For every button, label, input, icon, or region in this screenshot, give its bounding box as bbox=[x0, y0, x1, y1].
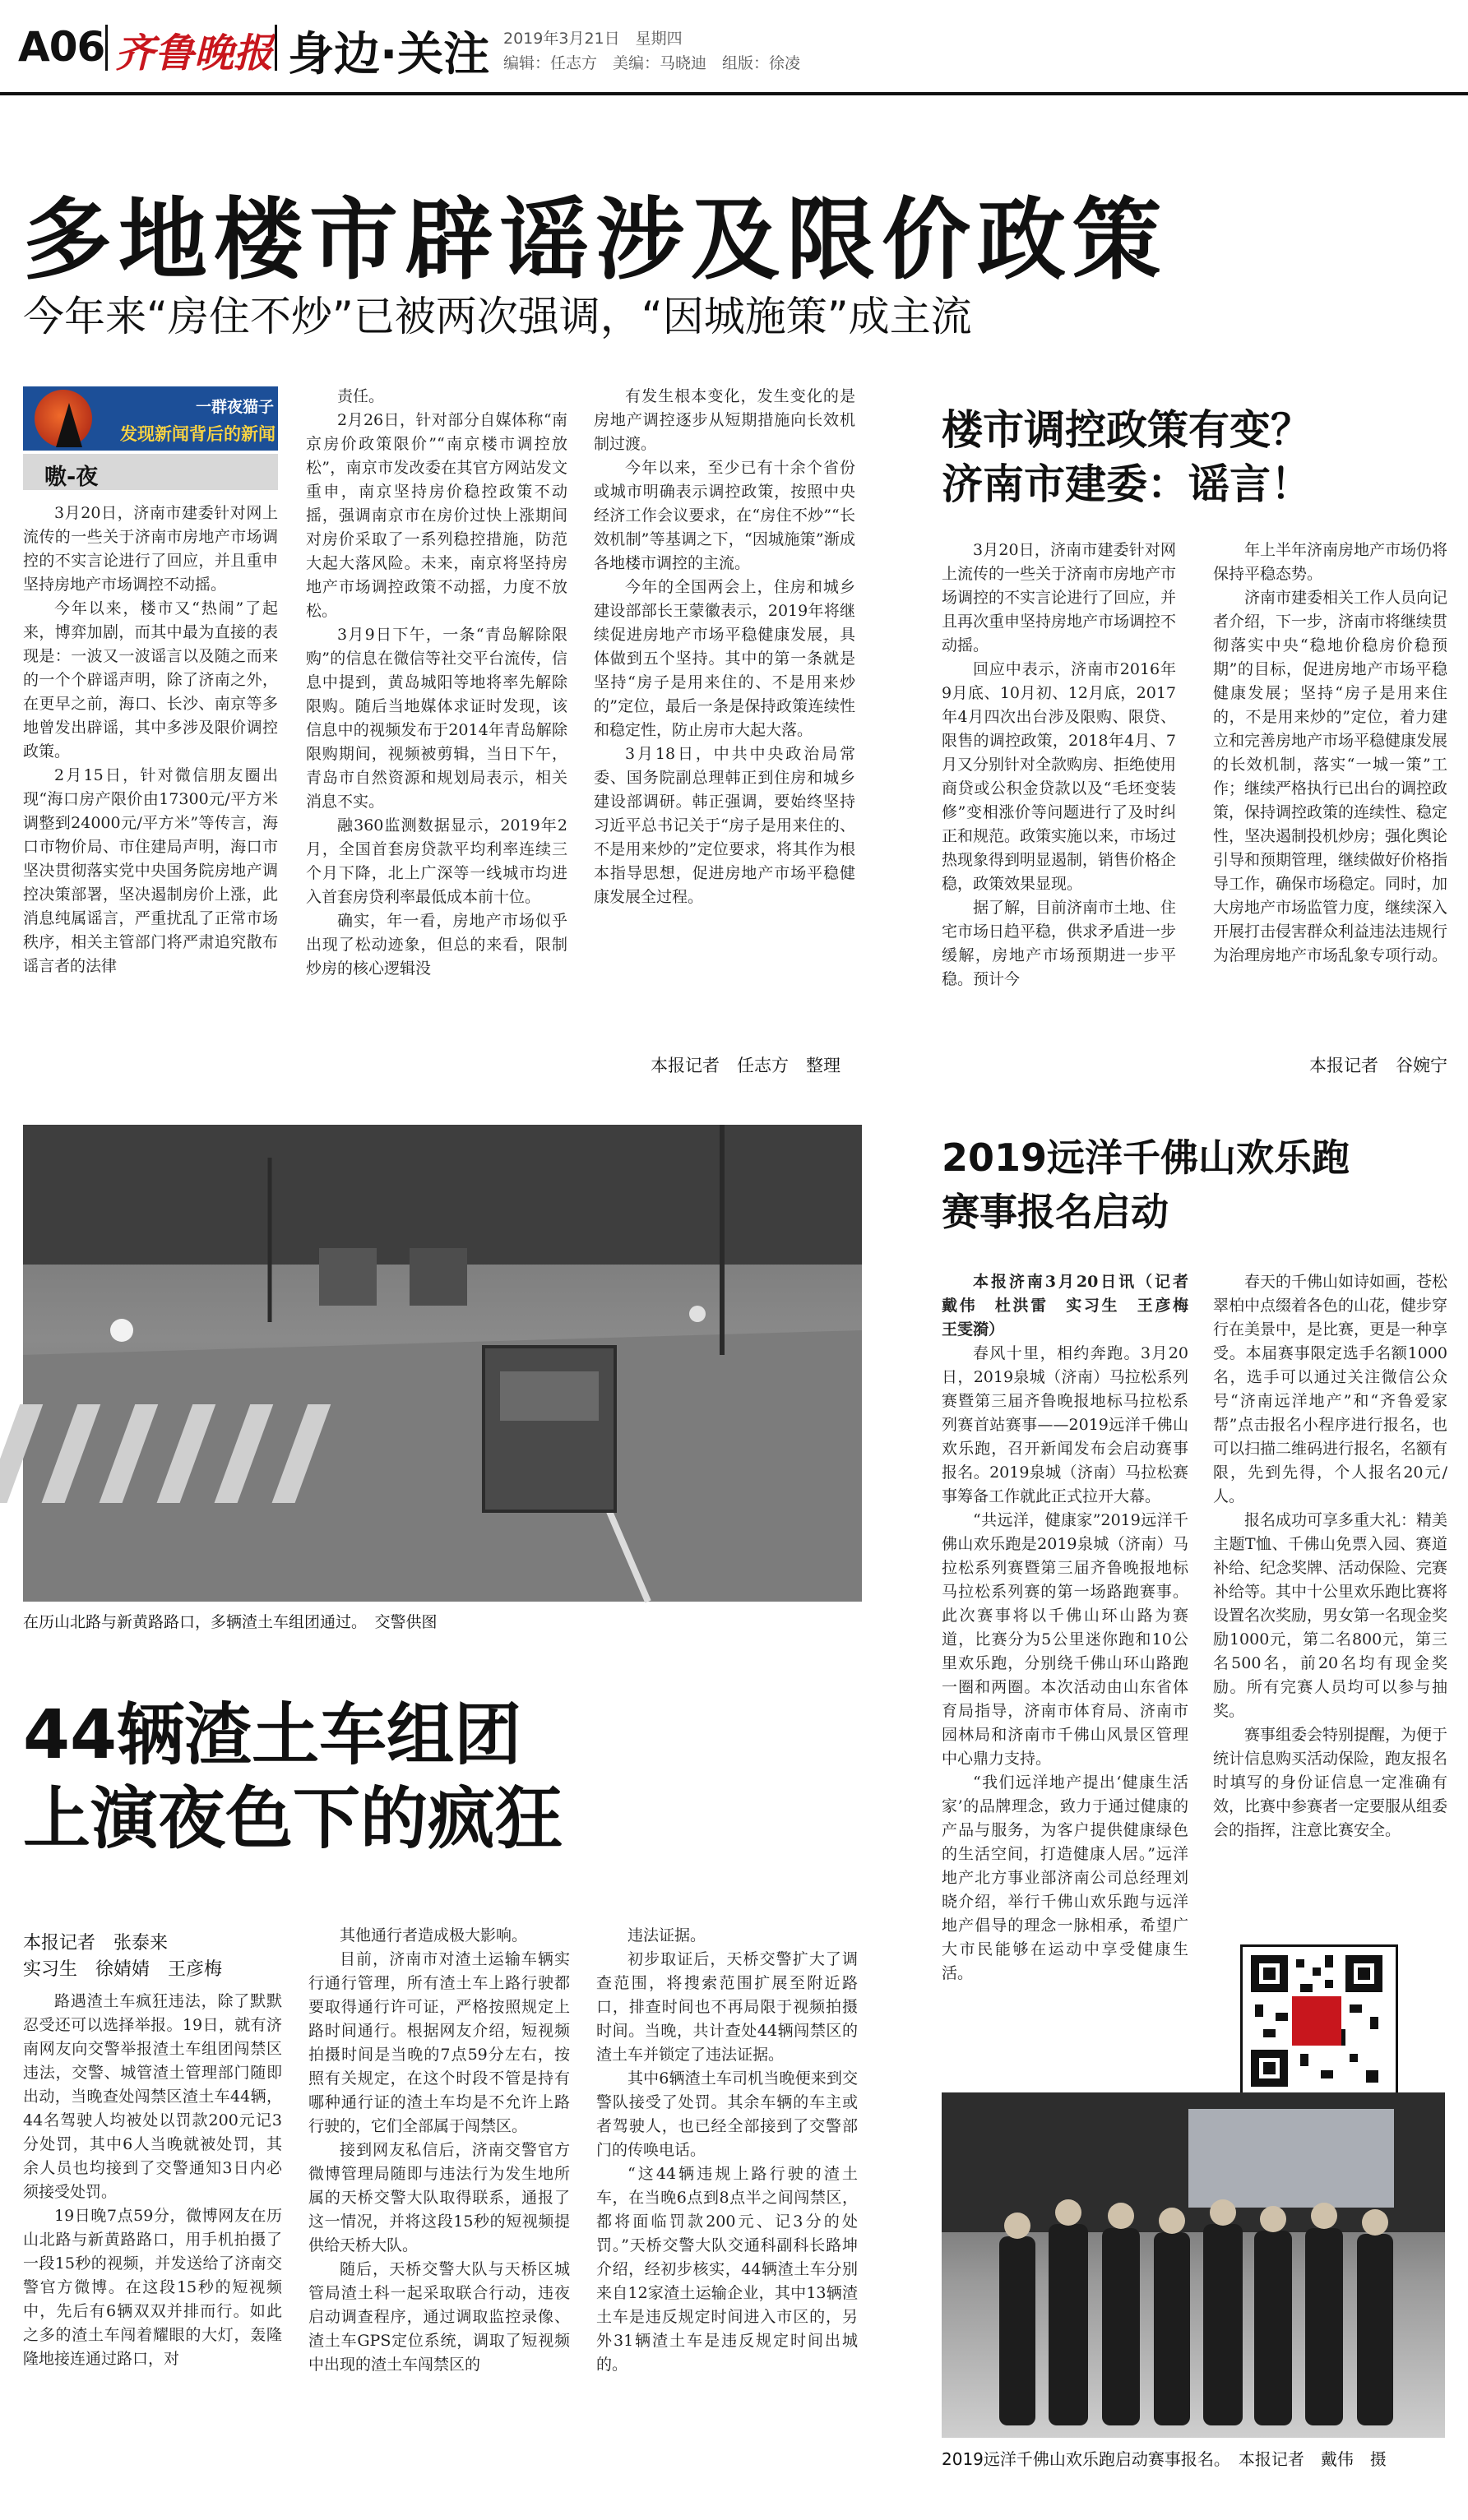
paragraph: “我们远洋地产提出‘健康生活家’的品牌理念，致力于通过健康的产品与服务，为客户提供健康绿色的生活空间，打造健康人居。”远洋地产北方事业部济南公司总经理刘晓介绍，举行千佛山欢乐跑与远洋地产倡导的理念一脉相承，希望广大市民能够在运动中享受健康生活。 bbox=[942, 1773, 1188, 1982]
paragraph: 报名成功可享多重大礼：精美主题T恤、千佛山免票入园、赛道补给、纪念奖牌、活动保险、完赛补给等。其中十公里欢乐跑比赛将设置名次奖励，男女第一名现金奖励1000元，第二名800元，第三名500名，前20名均有现金奖励。所有完赛人员均可以参与抽奖。 bbox=[1213, 1511, 1448, 1720]
badge-line2: 发现新闻背后的新闻 bbox=[120, 424, 276, 444]
paragraph: 其中6辆渣土车司机当晚便来到交警队接受了处罚。其余车辆的车主或者驾驶人，也已经全部接到了交警部门的传唤电话。 bbox=[596, 2069, 858, 2159]
run-headline-1: 2019远洋千佛山欢乐跑 bbox=[942, 1135, 1350, 1180]
truck-headline-1: 44辆渣土车组团 bbox=[23, 1696, 522, 1774]
paragraph: 3月18日，中共中央政治局常委、国务院副总理韩正到住房和城乡建设部调研。韩正强调，要始终坚持习近平总书记关于“房子是用来住的、不是用来炒的”定位要求，将其作为根本指导思想，促进房地产市场平稳健康发展全过程。 bbox=[594, 745, 855, 906]
jinan-headline-2: 济南市建委：谣言！ bbox=[942, 460, 1312, 508]
masthead-rule bbox=[0, 92, 1468, 95]
main-headline: 多地楼市辟谣涉及限价政策 bbox=[23, 189, 1169, 292]
paragraph: 2月15日，针对微信朋友圈出现“海口房产限价由17300元/平方米调整到24000元/平方米”等传言，海口市物价局、市住建局声明，海口市坚决贯彻落实党中央国务院房地产调控决策部署，坚决遏制房价上涨，此消息纯属谣言，严重扰乱了正常市场秩序，相关主管部门将严肃追究散布谣言者的法律 bbox=[23, 766, 278, 975]
main-article-col2 bbox=[306, 385, 567, 1077]
paragraph: 19日晚7点59分，微博网友在历山北路与新黄路路口，用手机拍摄了一段15秒的视频，并发送给了济南交警官方微博。在这段15秒的短视频中，先后有6辆双双并排而行。如此之多的渣土车闯着耀眼的大灯，轰隆隆地接连通过路口，对 bbox=[23, 2207, 282, 2368]
section-title: 身边·关注 bbox=[288, 28, 490, 81]
paragraph: 今年以来，楼市又“热闹”了起来，博弈加剧，而其中最为直接的表现是：一波又一波谣言以及随之而来的一个个辟谣声明，除了济南之外，在更早之前，海口、长沙、南京等多地曾发出辟谣，其中多涉及限价调控政策。 bbox=[23, 599, 278, 761]
badge-line1: 一群夜猫子 bbox=[196, 398, 275, 416]
jinan-col2 bbox=[1213, 539, 1447, 1048]
paragraph: 其他通行者造成极大影响。 bbox=[340, 1926, 528, 1944]
editor-credits: 编辑：任志方 美编：马晓迪 组版：徐凌 bbox=[503, 54, 801, 72]
run-col1-body bbox=[942, 1342, 1188, 1986]
launch-event-photo bbox=[942, 2092, 1445, 2438]
paragraph: 3月20日，济南市建委针对网上流传的一些关于济南市房地产市场调控的不实言论进行了回应，并且再次重申坚持房地产市场调控不动摇。 bbox=[942, 541, 1177, 654]
paragraph: 据了解，目前济南市土地、住宅市场日趋平稳，供求矛盾进一步缓解，房地产市场预期进一步平稳。预计今 bbox=[942, 899, 1177, 988]
masthead bbox=[0, 0, 1468, 99]
truck-col2 bbox=[308, 1924, 570, 2504]
paragraph: 3月20日，济南市建委针对网上流传的一些关于济南市房地产市场调控的不实言论进行了回应，并且重申坚持房地产市场调控不动摇。 bbox=[23, 504, 278, 594]
paragraph: 确实，年一看，房地产市场似乎出现了松动迹象，但总的来看，限制炒房的核心逻辑没 bbox=[306, 912, 567, 978]
night-street-illustration bbox=[23, 1125, 862, 1602]
paragraph: 春风十里，相约奔跑。3月20日，2019泉城（济南）马拉松系列赛暨第三届齐鲁晚报地标马拉松系列赛首站赛事——2019远洋千佛山欢乐跑，召开新闻发布会启动赛事报名。2019泉城（济南）马拉松赛事筹备工作就此正式拉开大幕。 bbox=[942, 1344, 1188, 1505]
qr-code[interactable] bbox=[1240, 1944, 1398, 2102]
column-label bbox=[23, 454, 278, 490]
run-headline-2: 赛事报名启动 bbox=[942, 1190, 1169, 1234]
truck-headline-2: 上演夜色下的疯狂 bbox=[23, 1780, 563, 1858]
paragraph: 初步取证后，天桥交警扩大了调查范围，将搜索范围扩展至附近路口，排查时间也不再局限于视频拍摄时间。当晚，共计查处44辆闯禁区的渣土车并锁定了违法证据。 bbox=[596, 1950, 858, 2064]
main-subheadline: 今年来“房住不炒”已被两次强调，“因城施策”成主流 bbox=[23, 293, 972, 340]
paragraph: 济南市建委相关工作人员向记者介绍，下一步，济南市将继续贯彻落实中央“稳地价稳房价稳预期”的目标，促进房地产市场平稳健康发展；坚持“房子是用来住的，不是用来炒的”定位，着力建立和完善房地产市场平稳健康发展的长效机制，落实“一城一策”工作；继续严格执行已出台的调控政策，保持调控政策的连续性、稳定性，坚决遏制投机炒房；强化舆论引导和预期管理，继续做好价格指导工作，确保市场稳定。同时，加大房地产市场监管力度，继续深入开展打击侵害群众利益违法违规行为治理房地产市场乱象专项行动。 bbox=[1213, 589, 1448, 964]
column-label-text: 嗷-夜 bbox=[44, 465, 99, 490]
paragraph: “共远洋，健康家”2019远洋千佛山欢乐跑是2019泉城（济南）马拉松系列赛暨第三届齐鲁晚报地标马拉松系列赛的第一场路跑赛事。此次赛事将以千佛山环山路为赛道，比赛分为5公里迷你跑和10公里欢乐跑，分别绕千佛山环山路跑一圈和两圈。本次活动由山东省体育局指导，济南市体育局、济南市园林局和济南市千佛山风景区管理中心鼎力支持。 bbox=[942, 1511, 1188, 1768]
main-article-col1 bbox=[23, 502, 278, 1077]
paragraph: 随后，天桥交警大队与天桥区城管局渣土科一起采取联合行动，违夜启动调查程序，通过调取监控录像、渣土车GPS定位系统，调取了短视频中出现的渣土车闯禁区的 bbox=[308, 2260, 570, 2374]
truck-reporters-1: 本报记者 张泰来 bbox=[23, 1933, 169, 1954]
night-trucks-photo bbox=[23, 1125, 862, 1602]
paragraph: 责任。 bbox=[337, 387, 385, 405]
photo2-caption: 2019远洋千佛山欢乐跑启动赛事报名。 本报记者 戴伟 摄 bbox=[942, 2449, 1387, 2469]
qr-pattern bbox=[1243, 1947, 1391, 2095]
paragraph: “这44辆违规上路行驶的渣土车，在当晚6点到8点半之间闯禁区，都将面临罚款200元、记3分的处罚。”天桥交警大队交通科副科长路坤介绍，经初步核实，44辆渣土车分别来自12家渣土运输企业，其中13辆渣土车是违反规定时间进入市区的，另外31辆渣土车是违反规定时间出城的。 bbox=[596, 2165, 858, 2374]
paragraph: 今年以来，至少已有十余个省份或城市明确表示调控政策，按照中央经济工作会议要求，在“房住不炒”“长效机制”等基调之下，“因城施策”渐成各地楼市调控的主流。 bbox=[594, 459, 855, 572]
paragraph: 有发生根本变化，发生变化的是房地产调控逐步从短期措施向长效机制过渡。 bbox=[594, 387, 855, 453]
paragraph: 2月26日，针对部分自媒体称“南京房价政策限价”“南京楼市调控放松”，南京市发改委在其官方网站发文重申，南京坚持房价稳控政策不动摇，强调南京市在房价过快上涨期间对房价采取了一系列稳控措施，防范大起大落风险。未来，南京将坚持房地产市场调控政策不动摇，力度不放松。 bbox=[306, 411, 567, 620]
run-dateline: 本报济南3月20日讯（记者 戴伟 杜洪雷 实习生 王彦梅 王雯漪） bbox=[942, 1273, 1205, 1339]
truck-col1 bbox=[23, 1990, 282, 2504]
paragraph: 违法证据。 bbox=[627, 1926, 706, 1944]
jinan-headline-1: 楼市调控政策有变？ bbox=[942, 406, 1312, 454]
main-byline: 本报记者 任志方 整理 bbox=[651, 1056, 841, 1075]
masthead-divider bbox=[105, 25, 108, 71]
paragraph: 路遇渣土车疯狂违法，除了默默忍受还可以选择举报。19日，就有济南网友向交警举报渣土车组团闯禁区违法，交警、城管渣土管理部门随即出动，当晚查处闯禁区渣土车44辆，44名驾驶人均被处以罚款200元记3分处罚，其中6人当晚就被处罚，其余人员也均接到了交警通知3日内必须接受处罚。 bbox=[23, 1992, 282, 2201]
paragraph: 目前，济南市对渣土运输车辆实行通行管理，所有渣土车上路行驶都要取得通行许可证，严格按照规定上路时间通行。根据网友介绍，短视频拍摄时间是当晚的7点59分左右，按照有关规定，在这个时段不管是持有哪种通行证的渣土车均是不允许上路行驶的，它们全部属于闯禁区。 bbox=[308, 1950, 570, 2135]
newspaper-logo: 齐鲁晚报 bbox=[115, 30, 274, 76]
paragraph: 春天的千佛山如诗如画，苍松翠柏中点缀着各色的山花，健步穿行在美景中，是比赛，更是一种享受。本届赛事限定选手名额1000名，选手可以通过关注微信公众号“济南远洋地产”和“齐鲁爱家帮”点击报名小程序进行报名，也可以扫描二维码进行报名，名额有限，先到先得，个人报名20元/人。 bbox=[1213, 1273, 1448, 1505]
photo1-caption: 在历山北路与新黄路路口，多辆渣土车组团通过。 交警供图 bbox=[23, 1613, 438, 1631]
masthead-divider bbox=[275, 25, 277, 71]
paragraph: 回应中表示，济南市2016年9月底、10月初、12月底，2017年4月四次出台涉及限购、限贷、限售的调控政策，2018年4月、7月又分别针对全款购房、拒绝使用商贷或公积金贷款以及“毛坯变装修”变相涨价等问题进行了及时纠正和规范。政策实施以来，市场过热现象得到明显遏制，销售价格企稳，政策效果显现。 bbox=[942, 660, 1177, 893]
jinan-col1 bbox=[942, 539, 1176, 1077]
jinan-byline: 本报记者 谷婉宁 bbox=[1309, 1056, 1447, 1075]
main-article-col3 bbox=[594, 385, 855, 1047]
run-col2 bbox=[1213, 1270, 1447, 1928]
issue-date: 2019年3月21日 星期四 bbox=[503, 30, 683, 48]
paragraph: 接到网友私信后，济南交警官方微博管理局随即与违法行为发生地所属的天桥交警大队取得联系，通报了这一情况，并将这段15秒的短视频提供给天桥大队。 bbox=[308, 2141, 570, 2254]
paragraph: 赛事组委会特别提醒，为便于统计信息购买活动保险，跑友报名时填写的身份证信息一定准确有效，比赛中参赛者一定要服从组委会的指挥，注意比赛安全。 bbox=[1213, 1726, 1448, 1839]
wolf-icon bbox=[56, 403, 82, 447]
truck-reporters-2: 实习生 徐婧婧 王彦梅 bbox=[23, 1959, 223, 1980]
column-badge bbox=[23, 386, 278, 451]
page-number: A06 bbox=[18, 23, 105, 71]
paragraph: 今年的全国两会上，住房和城乡建设部部长王蒙徽表示，2019年将继续促进房地产市场平稳健康发展，具体做到五个坚持。其中的第一条就是坚持“房子是用来住的、不是用来炒的”定位，最后一条是保持政策连续性和稳定性，防止房市大起大落。 bbox=[594, 578, 855, 739]
paragraph: 年上半年济南房地产市场仍将保持平稳态势。 bbox=[1213, 541, 1448, 583]
truck-col3 bbox=[596, 1924, 858, 2504]
paragraph: 3月9日下午，一条“青岛解除限购”的信息在微信等社交平台流传，信息中提到，黄岛城阳等地将率先解除限购。随后当地媒体求证时发现，该信息中的视频发布于2014年青岛解除限购期间，视频被剪辑，当日下午，青岛市自然资源和规划局表示，相关消息不实。 bbox=[306, 626, 567, 811]
launch-event-illustration bbox=[942, 2092, 1445, 2438]
paragraph: 融360监测数据显示，2019年2月，全国首套房贷款平均利率连续三个月下降，北上广深等一线城市均进入首套房贷利率最低成本前十位。 bbox=[306, 816, 567, 906]
